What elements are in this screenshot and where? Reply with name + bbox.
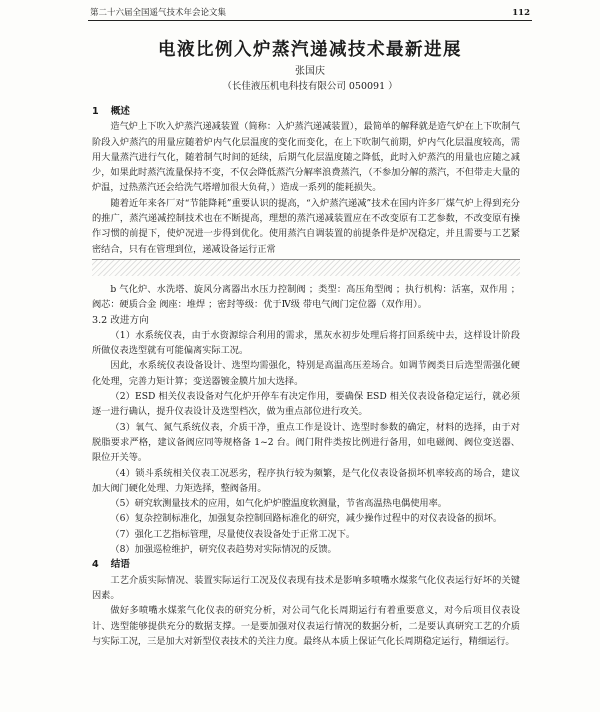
paragraph: （6）复杂控制标准化，加强复杂控制回路标准化的研究，减少操作过程中的对仪表设备的损坏。 <box>110 513 503 525</box>
header-page-number: 112 <box>512 8 530 18</box>
section-heading-conclusion: 4 结语 <box>92 559 130 571</box>
section-heading-improvement: 3.2 改进方向 <box>92 314 149 326</box>
paragraph: （1）水系统仪表，由于水资源综合利用的需求，黑灰水初步处理后将打回系统中去，这样设计阶段所做仪表选型就有可能偏离实际工况。 <box>92 329 520 357</box>
paragraph: 因此，水系统仪表设备设计、选型均需强化，特别是高温高压差场合。如调节阀类日后选型需强化硬化处理，完善力矩计算；变送器镀金膜片加大选择。 <box>92 360 520 387</box>
paragraph: （5）研究软测量技术的应用，如气化炉炉膛温度软测量，节省高温热电偶使用率。 <box>110 498 447 510</box>
paragraph: 造气炉上下吹入炉蒸汽递减装置（简称：入炉蒸汽递减装置），最简单的解释就是造气炉在上下吹制气阶段入炉蒸汽的用量应随着炉内气化层温度的变化而变化，在上下吹制气前期，炉内气化层温度较高，需用大量蒸汽进行气化，随着制气时间的延续，后期气化层温度随之降低，此时入炉蒸汽的用量也应随之减少，如果此时蒸汽流量保持不变，不仅会降低蒸汽分解率浪费蒸汽，（不参加分解的蒸汽，不但带走大量的炉温，过热蒸汽还会给洗气塔增加很大负荷，）造成一系列的能耗损失。 <box>92 121 520 194</box>
paper-body <box>92 104 520 649</box>
paragraph: 做好多喷嘴水煤浆气化仪表的研究分析，对公司气化长周期运行有着重要意义，对今后项目仪表设计、选型能够提供充分的数据支撑。一是要加强对仪表运行情况的数据分析，二是要认真研究工艺的介质与实际工况，三是加大对新型仪表技术的关注力度。最终从本质上保证气化长周期稳定运行，精细运行。 <box>92 605 520 647</box>
paragraph: b 气化炉、水洗塔、旋风分离器出水压力控制阀 ；类型：高压角型阀 ；执行机构：活塞，双作用 ；阀芯：硬质合金 阀座：堆焊 ；密封等级：优于Ⅳ级 带电气阀门定位器（双作用）。 <box>92 283 520 311</box>
paragraph: （3）氧气、氮气系统仪表，介质干净，重点工作是设计、选型时参数的确定，材料的选择，由于对脱脂要求严格，建议备阀应同等规格备 1~2 台。阀门附件类按比例进行备用，如电磁阀、阀位变送器、限位开关等。 <box>92 421 520 464</box>
header-proceedings-title: 第二十六届全国遥气技术年会论文集 <box>90 8 227 18</box>
paragraph: （2）ESD 相关仪表设备对气化炉开停车有决定作用，要确保 ESD 相关仪表设备稳定运行，就必须逐一进行确认，提升仪表设计及选型档次，做为重点部位进行攻关。 <box>92 391 520 418</box>
paragraph: 随着近年来各厂对“节能降耗”重要认识的提高，“入炉蒸汽递减”技术在国内许多厂煤气炉上得到充分的推广，蒸汽递减控制技术也在不断提高，理想的蒸汽递减装置应在不改变原有工艺参数，不改变原有操作习惯的前提下，使炉况进一步得到优化。使用蒸汽自调装置的前提条件是炉况稳定，并且需要与工艺紧密结合，只有在管理到位，递减设备运行正常 <box>92 197 520 255</box>
section-heading-overview: 1 概述 <box>92 106 130 117</box>
page-splice-divider <box>92 259 520 276</box>
paper-author: 张国庆 <box>295 66 325 77</box>
paper-title: 电液比例入炉蒸汽递减技术最新进展 <box>158 40 462 60</box>
paragraph: （7）强化工艺指标管理，尽量使仪表设备处于正常工况下。 <box>110 528 356 540</box>
author-affiliation: （长佳液压机电科技有限公司 050091 ） <box>222 81 398 92</box>
paragraph: 工艺介质实际情况、装置实际运行工况及仪表现有技术是影响多喷嘴水煤浆气化仪表运行好坏的关键因素。 <box>92 574 520 601</box>
paragraph: （4）锁斗系统相关仪表工况恶劣，程序执行较为频繁，是气化仪表设备损坏机率较高的场合，建议加大阀门硬化处理、力矩选择，整阀备用。 <box>92 467 520 494</box>
running-header <box>88 6 532 21</box>
paragraph: （8）加强巡检维护，研究仪表趋势对实际情况的反馈。 <box>110 544 337 556</box>
